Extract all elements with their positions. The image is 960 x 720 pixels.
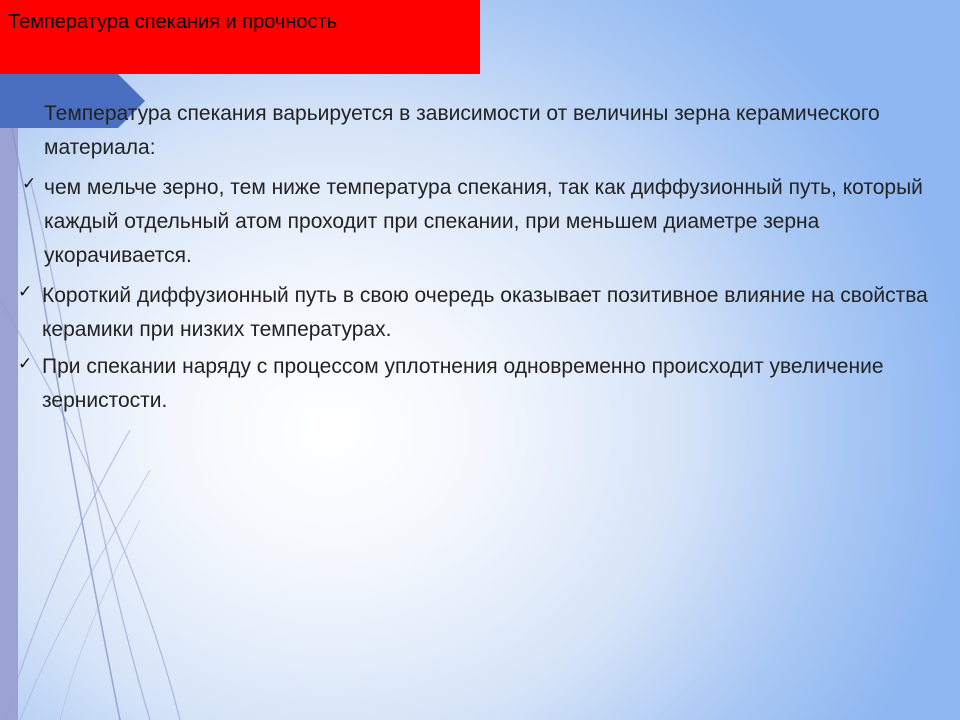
title-bar [0,0,480,74]
checkmark-icon: ✓ [18,282,33,301]
checkmark-icon: ✓ [22,174,37,193]
checkmark-icon: ✓ [18,354,33,373]
bullet-item-3: При спекании наряду с процессом уплотнения одновременно происходит увеличение зернистости. [42,355,884,412]
bullet-item-2: Короткий диффузионный путь в свою очередь оказывает позитивное влияние на свойства керамики при низких температурах. [42,284,928,341]
slide-title: Температура спекания и прочность [8,11,338,33]
intro-paragraph: Температура спекания варьируется в зависимости от величины зерна керамического материала: [44,102,880,159]
bullet-item-1: чем мельче зерно, тем ниже температура спекания, так как диффузионный путь, который каждый отдельный атом проходит при спекании, при меньшем диаметре зерна укорачивается. [44,176,923,267]
